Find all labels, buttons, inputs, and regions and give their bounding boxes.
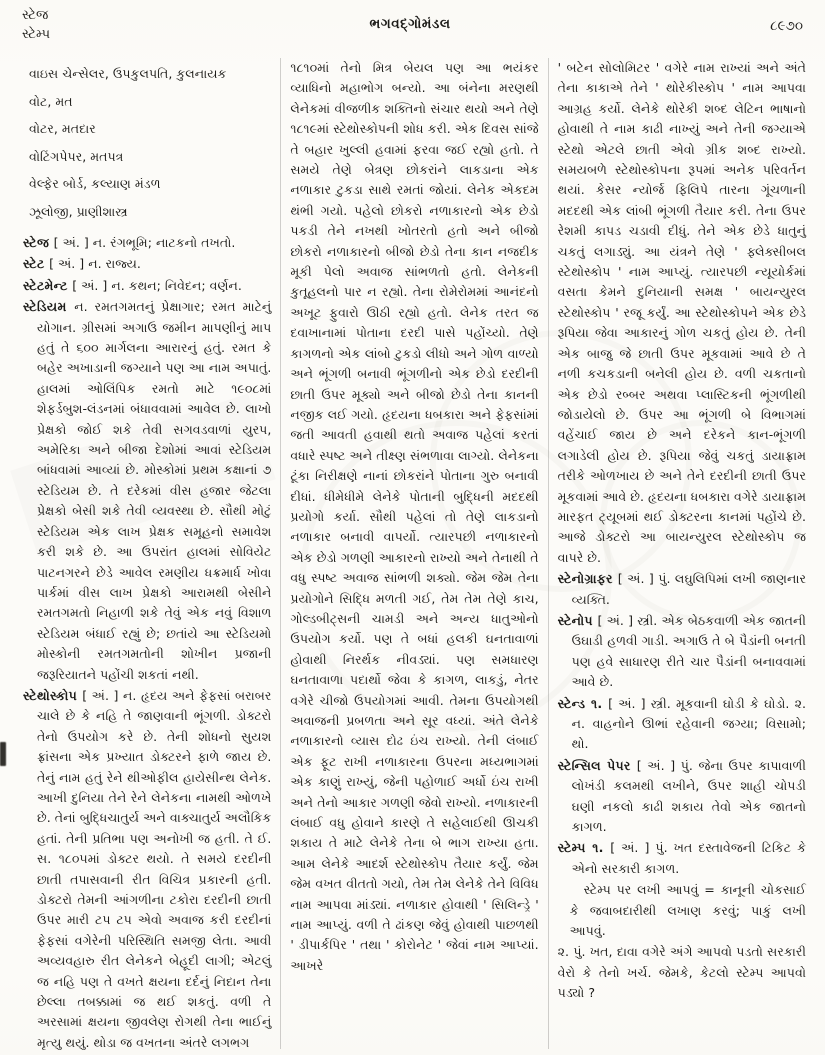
entry-continuation: ૧૮૧૦માં તેનો મિત્ર બેયલ પણ આ ભયંકર વ્યાધિનો મહાભોગ બન્યો. આ બંનેના મરણથી લેનેકમાં વીજળીક શક્તિનો સંચાર થયો અને તેણે ૧૮૧૯માં સ્ટેથોસ્કોપની શોધ કરી. એક દિવસ સાંજે તે બહાર ખુલ્લી હવામાં ફરવા જઈ રહ્યો હતો. તે સમયે તેણે બેત્રણ છોકરાંને લાકડાના એક નળાકાર ટુકડા સાથે રમતાં જોયાં. લેનેક એકદમ થંભી ગયો. પહેલો છોકરો નળાકારનો એક છેડો પકડી તેને નખથી ખોતરતો હતો અને બીજો છોકરો નળાકારનો બીજો છેડો તેના કાન નજદીક મૂકી પેલો અવાજ સાંભળતો હતો. લેનેકની કુતૂહલનો પાર ન રહ્યો. તેના રોમેરોમમાં આનંદનો અખૂટ ફુવારો ઊઠી રહ્યો હતો. લેનેક તરત જ દવાખાનામાં પોતાના દરદી પાસે પહોંચ્યો. તેણે કાગળનો એક લાંબો ટુકડો લીધો અને ગોળ વાળ્યો અને ભૂંગળી બનાવી ભૂંગળીનો એક છેડો દરદીની છાતી ઉપર મૂક્યો અને બીજો છેડો તેના કાનની નજીક લઈ ગયો. હૃદયના ધબકારા અને ફેફસાંમાં જતી આવતી હવાથી થતો અવાજ પહેલાં કરતાં વધારે સ્પષ્ટ અને તીક્ષ્ણ સંભળાવા લાગ્યો. લેનેકના ટૂંકા નિરીક્ષણે નાનાં છોકરાંને પોતાના ગુરુ બનાવી દીધાં. ધીમેધીમે લેનેકે પોતાની બુદ્ધિની મદદથી પ્રયોગો કર્યા. સૌથી પહેલાં તો તેણે લાકડાનો નળાકાર બનાવી વાપર્યો. ત્યારપછી નળાકારનો એક છેડો ગળણી આકારનો રાખ્યો અને તેનાથી તે વધુ સ્પષ્ટ અવાજ સાંભળી શક્યો. જેમ જેમ તેના પ્રયોગોને સિદ્ધિ મળતી ગઈ, તેમ તેમ તેણે કાચ, ગોલ્ડબીટ્સની ચામડી અને અન્ય ધાતુઓનો ઉપયોગ કર્યો. પણ તે બધાં હલકી ઘનતાવાળાં હોવાથી નિરર્થક નીવડ્યાં. પણ સમધારણ ઘનતાવાળા પદાર્થો જેવા કે કાગળ, લાકડું, નેતર વગેરે ચીજો ઉપયોગમાં આવી. તેમના ઉપયોગથી અવાજની પ્રબળતા અને સૂર વધ્યાં. અંતે લેનેકે નળાકારનો વ્યાસ દોઢ ઇંચ રાખ્યો. તેની લંબાઈ એક ફૂટ રાખી નળાકારના ઉપરના મધ્યભાગમાં એક કાણું રાખ્યું, જેની પહોળાઈ અર્ધો ઇંચ રાખી અને તેનો આકાર ગળણી જેવો રાખ્યો. નળાકારની લંબાઈ વધુ હોવાને કારણે તે સહેલાઈથી ઊચકી શકાય તે માટે લેનેકે તેના બે ભાગ રાખ્યા હતા. આમ લેનેકે આદર્શ સ્ટેથોસ્કોપ તૈયાર કર્યું. જેમ જેમ વખત વીતતો ગયો, તેમ તેમ લેનેકે તેને વિવિધ નામ આપવા માંડ્યાં. નળાકાર હોવાથી ' સિલિન્ડ્રે ' નામ આપ્યું. વળી તે ઢાંકણ જેવું હોવાથી પાછળથી ' ડીપાર્કપિર ' તથા ' કોરોનેટ ' જેવાં નામ આપ્યાં. આખરે xyxy=(290,60,539,973)
entry-headword: સ્ટેડિયમ xyxy=(23,299,75,315)
glossary-item: વેલ્ફેર બોર્ડ, કલ્યાણ મંડળ xyxy=(29,176,161,191)
glossary-item: ઝૂલોજી, પ્રાણીશાસ્ત્ર xyxy=(29,203,128,219)
entry-continuation: ' બટેન સોલોમિટર ' વગેરે નામ રાખ્યાં અને અંતે તેના કાકાએ તેને ' થોરેકીસ્કોપ ' નામ આપવા આગ્રહ કર્યો. લેનેકે થોરેકી શબ્દ લેટિન ભાષાનો હોવાથી તે નામ કાઢી નાખ્યું અને તેની જગ્યાએ સ્ટેથો એટલે છાતી એવો ગ્રીક શબ્દ રાખ્યો. સમયબળે સ્ટેથોસ્કોપના રૂપમાં અનેક પરિવર્તન થયાં. કેસર ન્યોર્જ ફિલિપે તારના ગૂંચળાની મદદથી એક લાંબી ભૂંગળી તૈયાર કરી. તેના ઉપર રેશમી કાપડ ચડાવી દીધું. તેને એક છેડે ધાતુનું ચકતું લગાડ્યું. આ યંત્રને તેણે ' ફ્લેક્સીબલ સ્ટેથોસ્કોપ ' નામ આપ્યું. ત્યારપછી ન્યૂયોર્કમાં વસતા કેમને દુનિયાની સમક્ષ ' બાયન્યુરલ સ્ટેથોસ્કોપ ' રજૂ કર્યું. આ સ્ટેથોસ્કોપને એક છેડે રૂપિયા જેવા આકારનું ગોળ ચકતું હોય છે. તેની એક બાજુ જે છાતી ઉપર મૂકવામાં આવે છે તે નળી કચકડાની બનેલી હોય છે. વળી ચકતાનો એક છેડો રબ્બર અથવા પ્લાસ્ટિકની ભૂંગળીથી જોડાયેલો છે. ઉપર આ ભૂંગળી બે વિભાગમાં વહેંચાઈ જાય છે અને દરેકને કાન-ભૂંગળી લગાડેલી હોય છે. રૂપિયા જેવું ચકતું ડાયાફ્રામ તરીકે ઓળખાય છે અને તેને દરદીની છાતી ઉપર મૂકવામાં આવે છે. હૃદયના ધબકારા વગેરે ડાયાફ્રામ મારફત ટ્યૂબમાં થઈ ડોક્ટરના કાનમાં પહોંચે છે. આજે ડોક્ટરો આ બાયન્યુરલ સ્ટેથોસ્કોપ જ વાપરે છે. xyxy=(557,60,806,565)
text-column-2 xyxy=(281,58,548,1049)
dictionary-entry: સ્ટેન્ડ ૧. [ અં. ] સ્ત્રી. મૂકવાની ઘોડી કે ઘોડો. ૨. ન. વાહનોને ઊભાં રહેવાની જગ્યા; વિસામો; થો. xyxy=(557,695,806,752)
glossary-item: વાઇસ ચેન્સેલર, ઉપકુલપતિ, કુલનાયક xyxy=(29,66,227,81)
page-body xyxy=(14,58,815,1049)
glossary-list xyxy=(29,60,271,225)
dictionary-entry: સ્ટેથોસ્કોપ [ અં. ] ન. હૃદય અને ફેફસાં બરાબર ચાલે છે કે નહિ તે જાણવાની ભૂંગળી. ડોક્ટરો તેનો ઉપયોગ કરે છે. તેની શોધનો સુયશ ફ્રાંસના એક પ્રખ્યાત ડોક્ટરને ફાળે જાય છે. તેનું નામ હતું રેને થીઓફીલ હાયેસીન્થ લેનેક. આખી દુનિયા તેને રેને લેનેકના નામથી ઓળખે છે. તેનાં બુદ્ધિચાતુર્ય અને વાક્ચાતુર્ય અલૌકિક હતાં. તેની પ્રતિભા પણ અનોખી જ હતી. તે ઈ. સ. ૧૮૦૫માં ડોક્ટર થયો. તે સમયે દરદીની છાતી તપાસવાની રીત વિચિત્ર પ્રકારની હતી. ડોક્ટરો તેમની આંગળીના ટકોરા દરદીની છાતી ઉપર મારી ટપ ટપ એવો અવાજ કરી દરદીનાં ફેફસાં વગેરેની પરિસ્થિતિ સમજી લેતા. આવી અવ્યવહારુ રીત લેનેકને બેહૂદી લાગી; એટલું જ નહિ પણ તે વખતે ક્ષયના દર્દનું નિદાન તેના છેલ્લા તબક્કામાં જ થઈ શકતું. વળી તે અરસામાં ક્ષયના જીવલેણ રોગથી તેના ભાઈનું મૃત્યુ થયું. થોડા જ વખતના અંતરે લગભગ xyxy=(23,687,272,1050)
guide-words xyxy=(22,6,50,44)
entry-headword: સ્ટેનોપ xyxy=(557,612,598,628)
sense-paragraph: ૨. પું. ખત, દાવા વગેરે અંગે આપવો પડતો સરકારી વેરો કે તેનો ખર્ચ. જેમકે, કેટલો સ્ટેમ્પ આપવો પડ્યો ? xyxy=(557,944,806,1001)
entry-headword: સ્ટેટમેન્ટ xyxy=(23,277,73,293)
guide-word-first: સ્ટેજ xyxy=(22,8,49,23)
entry-headword: સ્ટેનોગ્રાફર xyxy=(557,571,618,587)
glossary-item: વોટ, મત xyxy=(29,93,73,109)
dictionary-entry: સ્ટેટમેન્ટ [ અં. ] ન. કથન; નિવેદન; વર્ણન. xyxy=(23,277,242,293)
entry-headword: સ્ટેમ્પ ૧. xyxy=(557,840,611,856)
guide-word-last: સ્ટેમ્પ xyxy=(22,27,51,42)
dictionary-entry: સ્ટેટ [ અં. ] ન. રાજ્ય. xyxy=(23,256,141,272)
page-header xyxy=(22,6,803,58)
entry-headword: સ્ટેથોસ્કોપ xyxy=(23,687,83,703)
entry-headword: સ્ટેજ xyxy=(23,235,54,250)
entry-headword: સ્ટેટ xyxy=(23,256,50,272)
scan-edge-artifact xyxy=(0,742,6,766)
idiom-line: સ્ટેમ્પ પર લખી આપવું = કાનૂની ચોકસાઈ કે જવાબદારીથી લખાણ કરવું; પાકું લખી આપવું. xyxy=(569,882,806,939)
dictionary-entry: સ્ટેજ [ અં. ] ન. રંગભૂમિ; નાટકનો તખતો. xyxy=(23,235,236,250)
glossary-item: વોટિંગપેપર, મતપત્ર xyxy=(29,148,124,164)
dictionary-entry: સ્ટેમ્પ ૧. [ અં. ] પું. ખત દસ્તાવેજની ટિકિટ કે એનો સરકારી કાગળ. xyxy=(557,840,806,876)
page-title: ભગવદ્ગોમંડલ xyxy=(369,16,451,32)
text-column-1 xyxy=(14,58,281,1049)
dictionary-entry: સ્ટેનોગ્રાફર [ અં. ] પું. લઘુલિપિમાં લખી જાણનાર વ્યક્તિ. xyxy=(557,571,806,607)
entry-headword: સ્ટેન્ડ ૧. xyxy=(557,695,609,711)
dictionary-entry: સ્ટેડિયમ ન. રમતગમતનું પ્રેક્ષાગાર; રમત માટેનું યોગાન. ગ્રીસમાં અગાઉ જમીન માપણીનું માપ હતું તે ૬૦૦ માર્ગલના આરારનું હતું. રમત કે બહેર અખાડાની જગ્યાને પણ આ નામ અપાતું. હાલમાં ઓલિંપિક રમતો માટે ૧૯૦૮માં શેફર્ડબુશ-લંડનમાં બંધાવવામાં આવેલ છે. લાખો પ્રેક્ષકો જોઈ શકે તેવી સગવડવાળાં યુરપ, અમેરિકા અને બીજા દેશોમાં આવાં સ્ટેડિયમ બાંધવામાં આવ્યાં છે. મોસ્કોમાં પ્રથમ કક્ષાનાં ૭ સ્ટેડિયમ છે. તે દરેકમાં વીસ હજાર જેટલા પ્રેક્ષકો બેસી શકે તેવી વ્યવસ્થા છે. સૌથી મોટું સ્ટેડિયમ એક લાખ પ્રેક્ષક સમૂહનો સમાવેશ કરી શકે છે. આ ઉપરાંત હાલમાં સોવિયેટ પાટનગરને છેડે આવેલ રમણીય ધક્રમાર્ધ ખોવા પાર્કમાં વીસ લાખ પ્રેક્ષકો આરામથી બેસીને રમતગમતો નિહાળી શકે તેવું એક નવું વિશાળ સ્ટેડિયમ બંધાઈ રહ્યું છે; છતાંયે આ સ્ટેડિયમો મોસ્કોની રમતગમતોની શોખીન પ્રજાની જરૂરિયાતને પહોંચી શકતાં નથી. xyxy=(23,299,272,682)
dictionary-entry: સ્ટેનોપ [ અં. ] સ્ત્રી. એક બેઠકવાળી એક જાતની ઉઘાડી હળવી ગાડી. અગાઉ તે બે પૈડાંની બનતી પણ હવે સાધારણ રીતે ચાર પૈડાંની બનાવવામાં આવે છે. xyxy=(557,612,806,690)
dictionary-entry: સ્ટેન્સિલ પેપર [ અં. ] પું. જેના ઉપર કાપાવાળી લોખંડી કલમથી લખીને, ઉપર શાહી ચોપડી ઘણી નકલો કાઢી શકાય તેવો એક જાતનો કાગળ. xyxy=(557,757,806,835)
entry-headword: સ્ટેન્સિલ પેપર xyxy=(557,757,637,773)
text-column-3 xyxy=(549,58,815,1049)
glossary-item: વોટર, મતદાર xyxy=(29,121,96,136)
page-number: ૮૯૭૦ xyxy=(770,18,803,34)
